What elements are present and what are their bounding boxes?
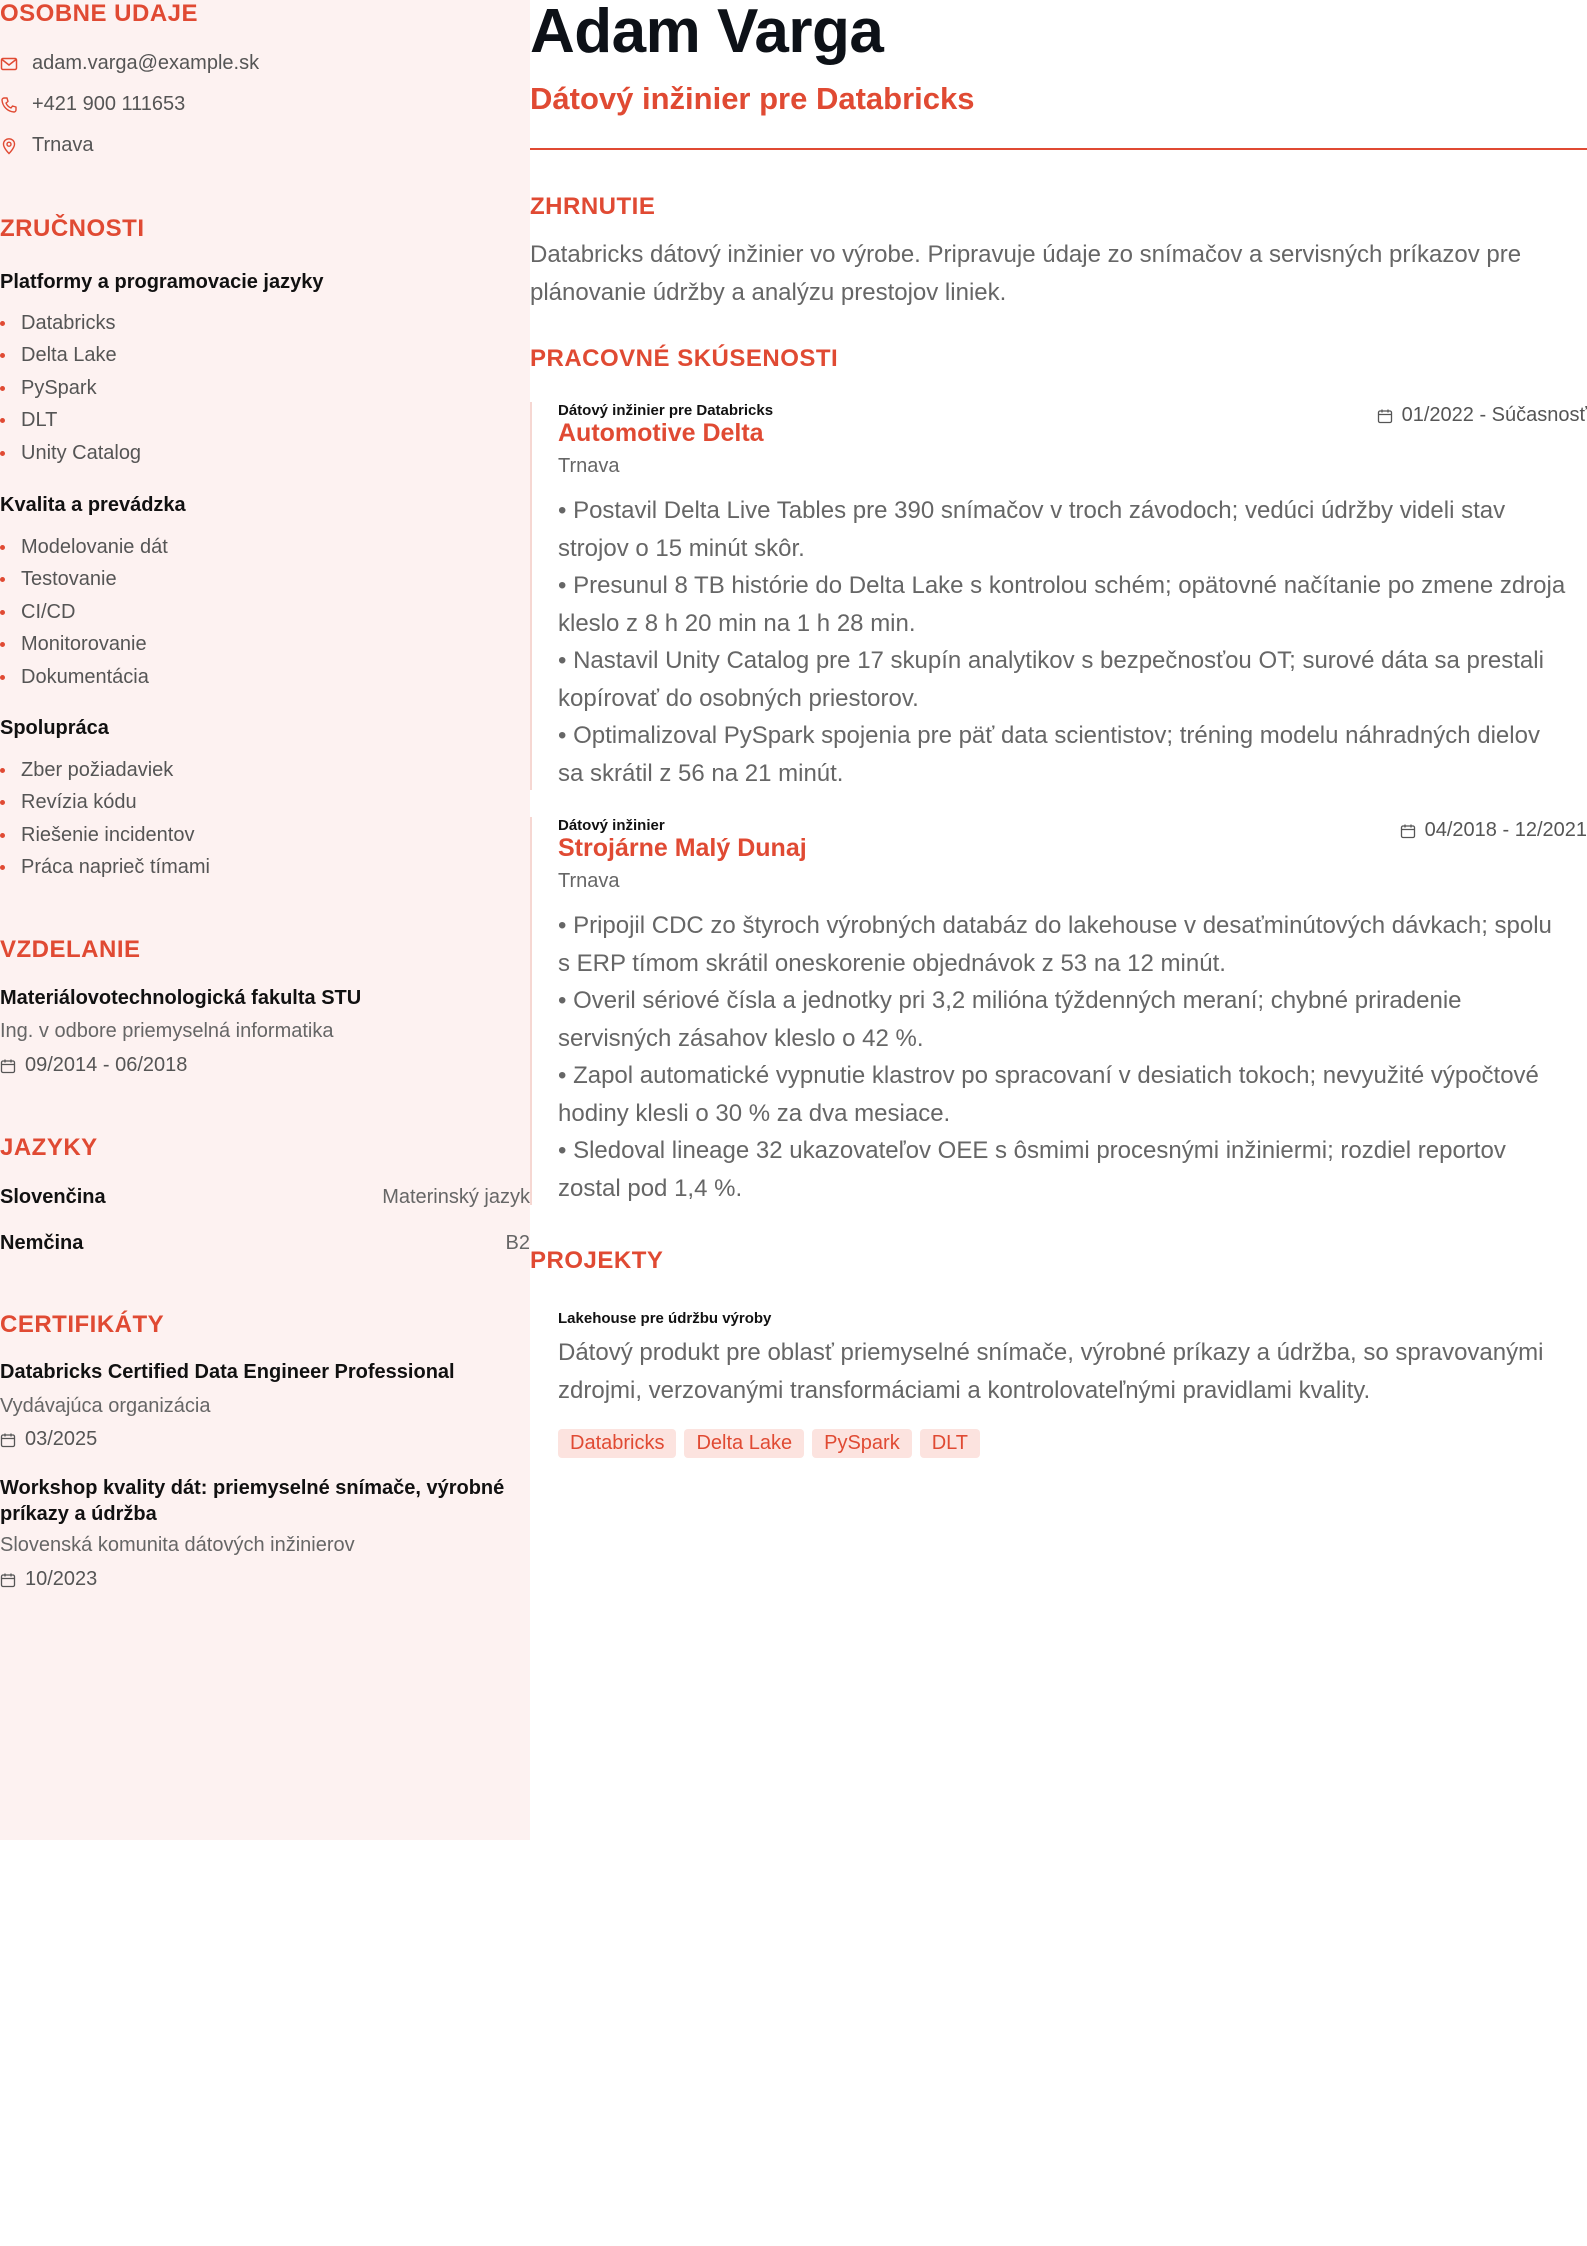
bullet-dot <box>0 610 5 615</box>
bullet-dot <box>0 451 5 456</box>
entry-bullets <box>558 492 1568 792</box>
bullet-dot <box>0 321 5 326</box>
entry-bullets <box>558 907 1568 1207</box>
language-row <box>0 1186 530 1209</box>
education-school: Materiálovotechnologická fakulta STU <box>0 987 362 1009</box>
date-text: 04/2018 - 12/2021 <box>1424 819 1587 841</box>
summary-text: Databricks dátový inžinier vo výrobe. Pripravuje údaje zo snímačov a servisných príkazov pre plánovanie údržby a analýzu prestojov liniek. <box>530 241 1522 306</box>
email-text: adam.varga@example.sk <box>32 52 260 74</box>
skill-group-title: Platformy a programovacie jazyky <box>0 271 324 293</box>
languages-heading: JAZYKY <box>0 1134 98 1161</box>
skill-group-title: Kvalita a prevádzka <box>0 494 186 516</box>
location-text: Trnava <box>32 134 94 156</box>
skill-list <box>0 754 210 884</box>
entry-timeline-bar <box>530 817 532 1205</box>
bullet-item: • Nastavil Unity Catalog pre 17 skupín analytikov s bezpečnosťou OT; surové dáta sa prestali kopírovať do osobných priestorov. <box>558 647 1544 712</box>
skill-list <box>0 307 141 470</box>
skill-label: Unity Catalog <box>21 441 142 464</box>
map-pin-icon <box>0 137 18 155</box>
tag: Delta Lake <box>684 1429 804 1458</box>
entry-timeline-bar <box>530 402 532 790</box>
experience-heading: PRACOVNÉ SKÚSENOSTI <box>530 345 839 372</box>
certificate-date <box>0 1568 97 1591</box>
sidebar <box>0 0 530 1840</box>
calendar-icon <box>0 1058 16 1074</box>
skill-label: Monitorovanie <box>21 633 147 656</box>
skill-label: Práca naprieč tímami <box>21 856 210 879</box>
language-level: B2 <box>505 1232 530 1254</box>
skill-label: Modelovanie dát <box>21 535 168 558</box>
date-text: 09/2014 - 06/2018 <box>25 1054 188 1076</box>
person-name: Adam Varga <box>530 0 884 66</box>
date-text: 10/2023 <box>25 1568 98 1590</box>
experience-entry <box>530 817 1587 1205</box>
skill-label: PySpark <box>21 376 97 399</box>
project-description: Dátový produkt pre oblasť priemyselné snímače, výrobné príkazy a údržba, so spravovanými zdrojmi, verzovanými transformáciami a kontrolovateľnými pravidlami kvality. <box>558 1339 1544 1404</box>
skill-item <box>0 564 168 597</box>
certificate-issuer: Slovenská komunita dátových inžinierov <box>0 1534 355 1556</box>
skill-item <box>0 819 210 852</box>
skill-item <box>0 629 168 662</box>
skill-label: Zber požiadaviek <box>21 758 174 781</box>
skill-item <box>0 340 141 373</box>
bullet-dot <box>0 418 5 423</box>
bullet-dot <box>0 800 5 805</box>
date-text: 01/2022 - Súčasnosť <box>1401 404 1587 426</box>
projects-heading: PROJEKTY <box>530 1247 664 1274</box>
skill-item <box>0 754 210 787</box>
bullet-item: • Presunul 8 TB histórie do Delta Lake s kontrolou schém; opätovné načítanie po zmene zdroja kleslo z 8 h 20 min na 1 h 28 min. <box>558 572 1566 637</box>
phone-text: +421 900 111653 <box>32 93 186 115</box>
bullet-dot <box>0 642 5 647</box>
personal-info-heading: OSOBNE UDAJE <box>0 0 199 27</box>
contact-phone[interactable] <box>0 93 185 116</box>
calendar-icon <box>0 1432 16 1448</box>
bullet-dot <box>0 545 5 550</box>
calendar-icon <box>0 1572 16 1588</box>
skill-item <box>0 437 141 470</box>
bullet-dot <box>0 577 5 582</box>
project-entry <box>530 1310 1587 1470</box>
entry-role: Dátový inžinier pre Databricks <box>558 402 774 419</box>
entry-company: Automotive Delta <box>558 419 764 447</box>
skill-item <box>0 372 141 405</box>
skill-label: Dokumentácia <box>21 665 149 688</box>
entry-city: Trnava <box>558 455 620 477</box>
skill-group-title: Spolupráca <box>0 717 109 739</box>
language-name: Nemčina <box>0 1232 84 1254</box>
skill-label: Testovanie <box>21 568 117 591</box>
summary-heading: ZHRNUTIE <box>530 193 656 220</box>
skill-item <box>0 307 141 340</box>
skill-label: Databricks <box>21 311 116 334</box>
date-text: 03/2025 <box>25 1428 98 1450</box>
skill-label: Riešenie incidentov <box>21 823 195 846</box>
entry-dates <box>1400 819 1587 842</box>
bullet-item: • Pripojil CDC zo štyroch výrobných databáz do lakehouse v desaťminútových dávkach; spolu s ERP tímom skrátil oneskorenie objednávok z 53 na 12 minút. <box>558 912 1552 977</box>
bullet-dot <box>0 353 5 358</box>
tag: Databricks <box>558 1429 676 1458</box>
entry-city: Trnava <box>558 870 620 892</box>
bullet-dot <box>0 865 5 870</box>
education-dates <box>0 1054 187 1077</box>
contact-location <box>0 134 94 157</box>
experience-entry <box>530 402 1587 790</box>
skill-label: DLT <box>21 409 58 432</box>
language-row <box>0 1232 530 1255</box>
skill-item <box>0 531 168 564</box>
tag: DLT <box>920 1429 980 1458</box>
skill-item <box>0 787 210 820</box>
tag: PySpark <box>812 1429 912 1458</box>
certificate-title: Workshop kvality dát: priemyselné snímače, výrobné príkazy a údržba <box>0 1477 505 1525</box>
skill-label: Revízia kódu <box>21 791 137 814</box>
skill-item <box>0 852 210 885</box>
calendar-icon <box>1377 408 1393 424</box>
bullet-dot <box>0 675 5 680</box>
skill-list <box>0 531 168 694</box>
bullet-dot <box>0 386 5 391</box>
header-divider <box>530 148 1587 150</box>
education-degree: Ing. v odbore priemyselná informatika <box>0 1020 334 1042</box>
mail-icon <box>0 55 18 73</box>
skill-item <box>0 405 141 438</box>
bullet-item: • Overil sériové čísla a jednotky pri 3,2 milióna týždenných meraní; chybné priradenie servisných zásahov kleslo o 42 %. <box>558 987 1462 1052</box>
skill-label: CI/CD <box>21 600 76 623</box>
calendar-icon <box>1400 823 1416 839</box>
language-level: Materinský jazyk <box>382 1186 530 1208</box>
skill-label: Delta Lake <box>21 344 117 367</box>
bullet-item: • Sledoval lineage 32 ukazovateľov OEE s ôsmimi procesnými inžiniermi; rozdiel reportov zostal pod 1,4 %. <box>558 1137 1506 1202</box>
entry-company: Strojárne Malý Dunaj <box>558 834 807 862</box>
certificate-issuer: Vydávajúca organizácia <box>0 1395 211 1417</box>
skills-heading: ZRUČNOSTI <box>0 215 145 242</box>
bullet-item: • Optimalizoval PySpark spojenia pre päť data scientistov; tréning modelu náhradných dielov sa skrátil z 56 na 21 minút. <box>558 722 1540 787</box>
language-name: Slovenčina <box>0 1186 106 1208</box>
entry-role: Dátový inžinier <box>558 817 665 834</box>
certificate-title: Databricks Certified Data Engineer Professional <box>0 1361 455 1383</box>
certificate-date <box>0 1428 97 1451</box>
education-heading: VZDELANIE <box>0 936 141 963</box>
certificates-heading: CERTIFIKÁTY <box>0 1311 165 1338</box>
job-title: Dátový inžinier pre Databricks <box>530 81 975 116</box>
skill-item <box>0 661 168 694</box>
project-name: Lakehouse pre údržbu výroby <box>558 1310 772 1327</box>
bullet-item: • Zapol automatické vypnutie klastrov po spracovaní v desiatich tokoch; nevyužité výpočtové hodiny klesli o 30 % za dva mesiace. <box>558 1062 1539 1127</box>
contact-email[interactable] <box>0 52 259 75</box>
bullet-dot <box>0 833 5 838</box>
bullet-item: • Postavil Delta Live Tables pre 390 snímačov v troch závodoch; vedúci údržby videli stav strojov o 15 minút skôr. <box>558 497 1506 562</box>
entry-dates <box>1377 404 1587 427</box>
bullet-dot <box>0 768 5 773</box>
skill-item <box>0 596 168 629</box>
project-tags <box>558 1429 980 1458</box>
phone-icon <box>0 96 18 114</box>
